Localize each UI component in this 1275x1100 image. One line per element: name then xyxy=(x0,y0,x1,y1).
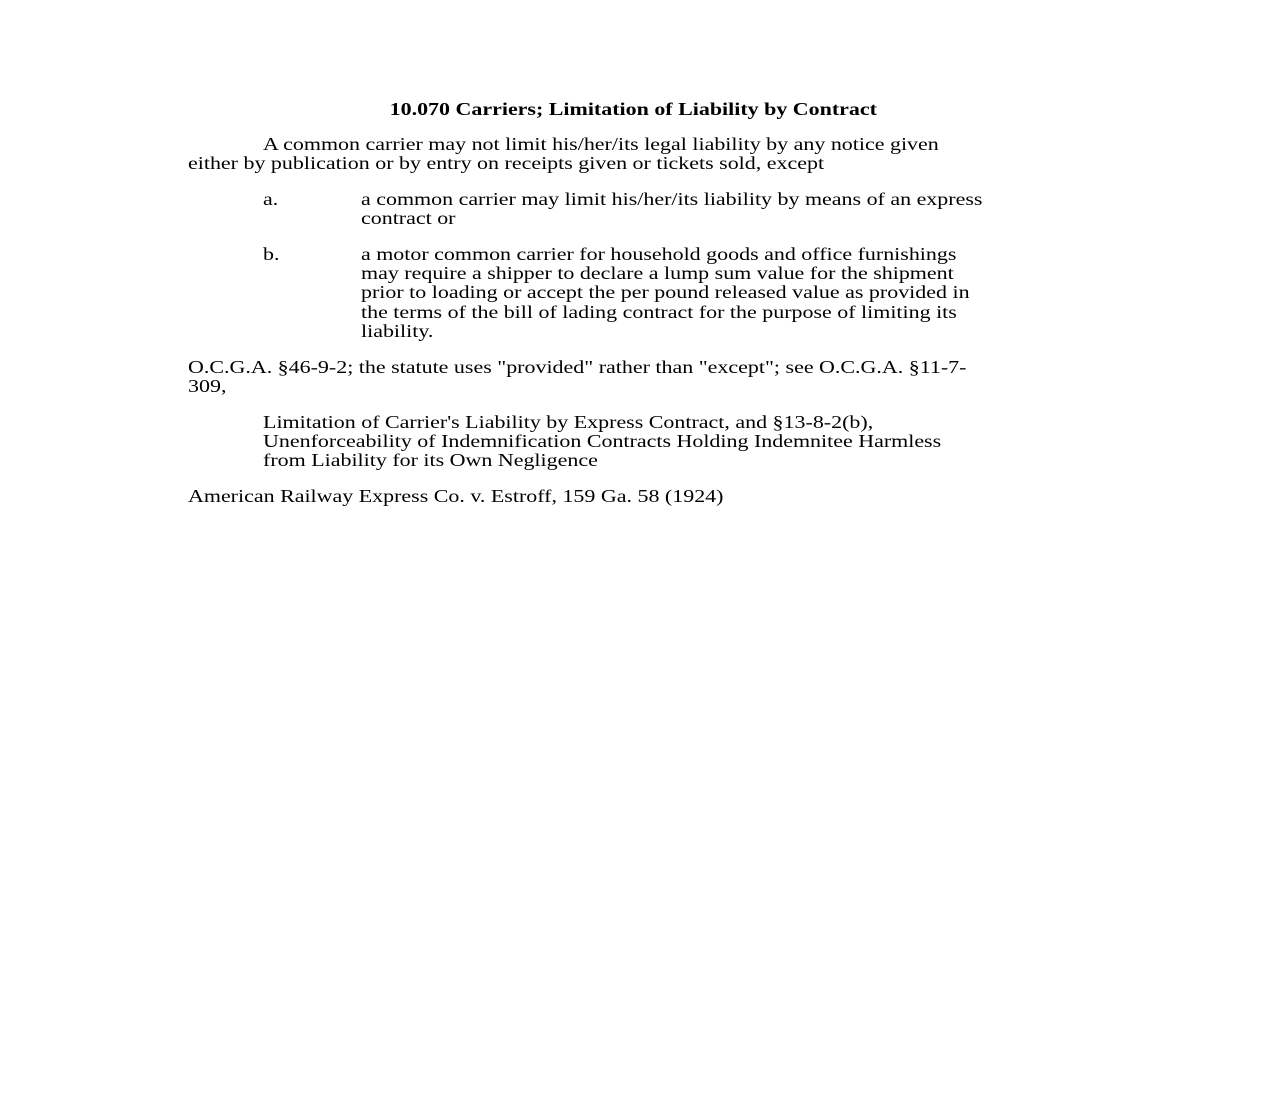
text-line: from Liability for its Own Negligence xyxy=(263,450,598,471)
text-line: Limitation of Carrier's Liability by Express Contract, and §13-8-2(b), xyxy=(263,412,874,432)
intro-paragraph xyxy=(188,135,939,173)
item-b-text xyxy=(361,245,970,341)
text-line: Unenforceability of Indemnification Contracts Holding Indemnitee Harmless xyxy=(263,431,942,452)
document-page xyxy=(188,0,1079,1100)
text-line: the terms of the bill of lading contract for the purpose of limiting its xyxy=(360,301,957,322)
text-line: a common carrier may limit his/her/its liability by means of an express xyxy=(360,189,983,209)
text-line: prior to loading or accept the per pound released value as provided in xyxy=(360,282,970,303)
text-line: contract or xyxy=(360,208,456,229)
text-line: a motor common carrier for household goods and office furnishings xyxy=(360,244,957,264)
text-line: may require a shipper to declare a lump sum value for the shipment xyxy=(360,263,954,284)
item-a-label: a. xyxy=(263,189,279,209)
text-line: 309, xyxy=(188,376,227,397)
item-b-label: b. xyxy=(263,244,280,264)
section-title: 10.070 Carriers; Limitation of Liability by Contract xyxy=(389,99,877,119)
text-line: either by publication or by entry on receipts given or tickets sold, except xyxy=(188,153,825,174)
item-a-text xyxy=(361,190,982,228)
text-line: A common carrier may not limit his/her/its legal liability by any notice given xyxy=(263,134,939,154)
text-line: O.C.G.A. §46-9-2; the statute uses "provided" rather than "except"; see O.C.G.A. §11-7- xyxy=(188,357,967,377)
block-quote xyxy=(263,413,941,471)
text-line: liability. xyxy=(360,320,434,341)
case-citation: American Railway Express Co. v. Estroff, 159 Ga. 58 (1924) xyxy=(188,486,724,506)
statute-citation xyxy=(188,358,966,396)
